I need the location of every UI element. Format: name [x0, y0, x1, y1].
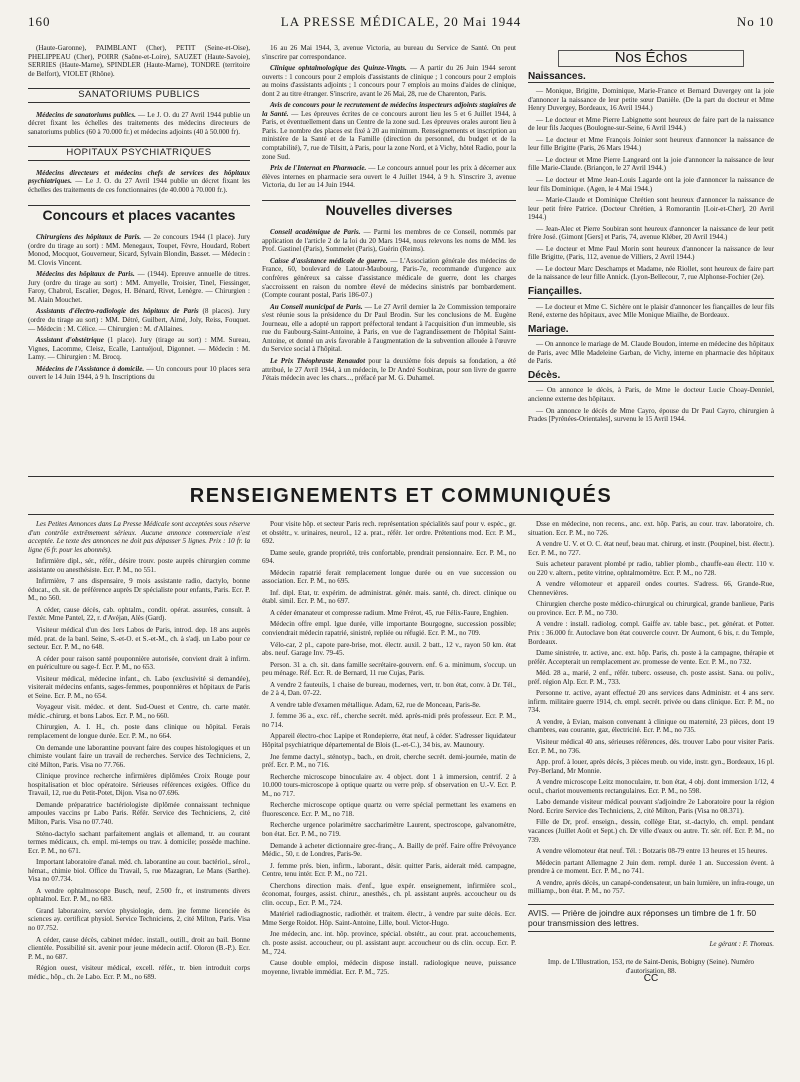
classified-ad: A vendre vélomoteur état neuf. Tél. : Botzaris 08-79 entre 13 heures et 15 heures.	[536, 847, 768, 856]
nouvelles-item-lead: Le Prix Théophraste Renaudot	[270, 356, 366, 365]
classified-ad: Dame sinistrée, tr. active, anc. ext. hôp. Paris, ch. poste à la campagne, thérapie et préfér. Accepterait un remplacement av. promesse de vente. Ecr. P. M., no 732.	[528, 649, 774, 666]
naissance-item: — Le docteur et Mme Paul Morin sont heureux d'annoncer la naissance de leur fille Brigitte, (Paris, 112, avenue de Villiers, 2 Avril 1944.)	[528, 244, 774, 262]
ads-list-1	[28, 557, 250, 981]
classified-ad: A céder, cause décès, cabinet médec. install., outill., droit au bail. Bonne clientèle. Possibilité sit. avenir pour jeune médecin actif. Oloron (B.-P.). Ecr. P. M., no 687.	[28, 935, 250, 961]
running-header	[28, 14, 774, 36]
nos-echos-heading: Nos Échos	[558, 50, 744, 67]
nouvelles-item	[262, 357, 516, 383]
column-1	[28, 44, 250, 472]
publication-title: LA PRESSE MÉDICALE, 20 Mai 1944	[280, 14, 522, 29]
concours-list	[28, 233, 250, 382]
fiancailles-list	[528, 303, 774, 320]
ads-intro: Les Petites Annonces dans La Presse Médicale sont acceptées sous réserve d'un contrôle extrêmement sérieux. Aucune annonce commerciale n'est acceptée. Le texte des annonces ne doit pas dépasser 5 lignes. Prix : 10 fr. la ligne (6 fr. pour les abonnés).	[28, 520, 250, 554]
classified-ads	[28, 520, 774, 1068]
classified-ad: Recherche urgence polarimètre saccharimètre Laurent, spectroscope, galvanomètre, bon état. Ecr. P. M., no 719.	[262, 821, 516, 838]
concours-item-lead: Médecins des hôpitaux de Paris.	[36, 270, 135, 279]
classified-ad: Méd. 28 a., marié, 2 enf., référ. tuberc. osseuse, ch. poste assist. Sana. ou poliv., préf. région Alp. Ecr. P. M., 733.	[528, 669, 774, 686]
concours-item-lead: Assistants d'électro-radiologie des hôpitaux de Paris	[36, 307, 199, 316]
avis-notice: AVIS. — Prière de joindre aux réponses un timbre de 1 fr. 50 pour transmission des lettres.	[528, 904, 774, 932]
classified-ad: A céder émanateur et compresse radium. Mme Frérot, 45, rue Félix-Faure, Enghien.	[270, 608, 509, 617]
issue-number: No 10	[736, 14, 774, 29]
nouvelles-item-lead: Caisse d'assistance médicale de guerre.	[270, 256, 388, 265]
nouvelles-item-text: — Parmi les membres de ce Conseil, nommés par application de l'article 2 de la loi du 20 Mars 1944, nous relevons les noms de MM. les Prof. Gastinel (Paris), Sommelet (Paris), Guérin (Reims).	[262, 228, 516, 254]
nouvelles-item-lead: Au Conseil municipal de Paris.	[270, 302, 363, 311]
classified-ad: Person. 31 a. ch. sit. dans famille secrétaire-gouvern. enf. 6 a. minimum, s'occup. un peu ménage. Réf. Ecr. R. de Bernard, 11 rue Cujas, Paris.	[262, 660, 516, 678]
gerant-line: Le gérant : F. Thomas.	[709, 939, 774, 948]
concours-item-text: (1 place). Jury (tirage au sort) : MM. Sureau, Vignes, Lacomme, Cleisz, Ecalle, Lantuéjoul, Digonnet. — Médecin : M. Lamy. — Chirurgien : M. Brocq.	[28, 336, 250, 362]
classified-ad: Dame seule, grande propriété, très confortable, prendrait pensionnaire. Ecr. P. M., no 694.	[262, 548, 516, 566]
classified-ad: Cherchons direction mais. d'enf., lgue expér. enseignement, infirmière scol., économat, fourges, assist. chirur., anesthés., ch. pl. assistant auprès. accoucheur ou ds clin. occup., Ecr. P. M., 724.	[262, 881, 516, 907]
sanatoriums-lead: Médecins de sanatoriums publics.	[36, 110, 136, 119]
classified-ad: Médecin offre empl. lgue durée, ville importante Bourgogne, succession possible; conviendrait médecin rapatrié, sinistré, repliée ou réfugié. Ecr. P. M., no 709.	[262, 620, 516, 638]
sanatoriums-heading: SANATORIUMS PUBLICS	[28, 88, 250, 103]
classified-ad: Clinique province recherche infirmières diplômées Croix Rouge pour hospitalisation et bloc opératoire. Sérieuses références exigées. Office du Travail, 12, rue du Petit-Potet, Dijon. Visa no 07.696.	[28, 772, 250, 798]
nouvelles-item	[262, 228, 516, 254]
concours-item-text: — A partir du 26 Juin 1944 seront ouverts : 1 concours pour 2 emplois d'assistants de clinique ; 1 concours pour 2 emplois au moins d'assistants adjoints ; 1 concours pour 7 emplois au moins d'aides de clinique, dont 2 au titre étranger. S'inscrire, avant le 26 Mai, 28, rue de Charenton, Paris.	[262, 64, 516, 98]
concours-item-lead: Assistant d'obstétrique	[36, 336, 104, 345]
fiancailles-item: — Le docteur et Mme C. Sichère ont le plaisir d'annoncer les fiançailles de leur fils René, externe des hôpitaux, avec Mlle Monique Miailhe, de Bordeaux.	[528, 302, 774, 320]
deces-item: — On annonce le décès de Mme Cayro, épouse du Dr Paul Cayro, chirurgien à Prades [Pyrénées-Orientales], survenu le 15 Avril 1944.	[528, 406, 774, 424]
classified-ad: Visiteur médical 40 ans, sérieuses références, dés. trouver Labo pour visiter Paris. Ecr. P. M., no 736.	[528, 738, 774, 755]
classified-ad: A vendre, après décès, un canapé-condensateur, un bain lumière, un infra-rouge, un milliamp., bon état. P. M., no 757.	[528, 878, 774, 896]
concours-item-text: — Les épreuves écrites de ce concours auront lieu les 5 et 6 Juillet 1944, à Paris, et éventuellement dans un Centre de la zone sud. Les épreuves orales auront lieu à Paris. Le nombre des places est fixé à 20 au minimum. Renseignements et inscription au ministère de la Santé et de la Famille (direction du personnel, du budget et de la comptabilité), 7, rue de Tilsitt, à Paris, pour la zone Nord, et à Vichy, hôtel Radio, pour la zone Sud.	[262, 109, 516, 161]
naissance-item: — Le docteur Marc Deschamps et Madame, née Riollet, sont heureux de faire part de la naissance de leur fille Annick. (Lyon-Bellecour, 7, rue Alphonse-Fochier (2e).	[528, 264, 774, 282]
page-number: 160	[28, 14, 51, 29]
classified-ad: A vendre 2 fauteuils, 1 chaise de bureau, modernes, vert, tr. bon état, conv. à Dr. Tél., de 2 à 4, Dan. 07-22.	[262, 680, 516, 698]
classified-ad: Médecin partant Allemagne 2 Juin dem. rempl. durée 1 an. Succession évent. à prendre à ce moment. Ecr. P. M., no 741.	[528, 858, 774, 876]
classified-ad: J. femme prés. bien, infirm., laborant., désir. quitter Paris, aiderait méd. campagne, Centre, tenu intér. Ecr. P. M., no 721.	[262, 861, 516, 879]
concours-item	[262, 164, 516, 190]
naissance-item: — Jean-Alec et Pierre Soubiran sont heureux d'annoncer la naissance de leur petit frère José. (Gimont [Gers] et Paris, 74, avenue Kléber, 20 Avril 1944.)	[528, 224, 774, 242]
ads-column-3	[528, 520, 774, 1068]
classified-ad: J. femme 36 a., exc. réf., cherche secrét. méd. après-midi prés professeur. Ecr. P. M., no 714.	[262, 712, 516, 729]
classified-ad: Visiteur médical, médecine infant., ch. Labo (exclusivité si demandée), visiterait médecins enfants, sages-femmes, pouponnières et hôpitaux de Paris et Seine. Ecr. P. M., no 654.	[28, 674, 250, 700]
classified-ad: Dsse en médecine, non recens., anc. ext. hôp. Paris, au cour. trav. laboratoire, ch. situation. Ecr. P. M., no 726.	[528, 520, 774, 537]
classified-ad: Appareil électro-choc Lapipe et Rondepierre, état neuf, à céder. S'adresser liquidateur Hôpital psychiatrique départemental de Blois (L.-et-C.), 34 bis, av. Maunoury.	[262, 732, 516, 750]
mariage-heading: Mariage.	[528, 326, 774, 337]
classified-ad: Chirurgien cherche poste médico-chirurgical ou chirurgical, grande banlieue, Paris ou province. Ecr. P. M., no 730.	[528, 600, 774, 617]
concours-item-lead: Clinique ophtalmologique des Quinze-Vingts.	[270, 64, 407, 73]
naissances-heading: Naissances.	[528, 73, 774, 84]
naissance-item: — Le docteur et Mme Pierre Labignette sont heureux de faire part de la naissance de leur fils Jacques (Boulogne-sur-Seine, 6 Avril 1944.)	[528, 115, 774, 133]
classified-ad: Pour visite hôp. et secteur Paris rech. représentation spécialités sauf pour v. espéc., gr. et obstétr., v. urinaires, neurol., 12 a. prat., référ. 1er ordre. Prétentions mod. Ecr. P. M., 692.	[262, 520, 516, 546]
classified-ad: Recherche microscope binoculaire av. 4 object. dont 1 à immersion, centrif. 2 à 10.000 tours-microscope à optique quartz ou verre prép. sf observation en U.-V. Ecr. P. M., no 717.	[262, 772, 516, 798]
naissances-list	[528, 87, 774, 282]
nouvelles-item-lead: Conseil académique de Paris.	[270, 228, 361, 237]
concours-item-text: (8 places). Jury (ordre du tirage au sort) : MM. Détré, Guilbert, Aimé, Joly, Reiss, Fouquet. — Médecin : M. Célice. — Chirurgien : M. d'Allaines.	[28, 307, 250, 333]
classified-ad: Visiteur médical d'un des 1ers Labos de Paris, introd. dep. 18 ans auprès méd. prat. de la banl. Seine, S.-et-O. et S.-et-M., ch. à s'adj. un Labo pour ce secteur. Ecr. P. M., no 648.	[28, 626, 250, 652]
concours-item-text: — Un concours pour 10 places sera ouvert le 14 Juin 1944, à 9 h. Inscriptions du	[28, 364, 250, 382]
col1-intro: (Haute-Garonne), PAIMBLANT (Cher), PETIT (Seine-et-Oise), PHELIPPEAU (Cher), POIRR (Saône-et-Loire), SAUZET (Haute-Savoie), SERRIES (Haute-Marne), SPINDLER (Haute-Marne), TONDRE (territoire de Belfort), VIOLET (Rhône).	[28, 44, 250, 78]
classified-ad: Cause double emploi, médecin dispose install. radiologique neuve, puissance moyenne, livrable immédiat. Ecr. P. M., 725.	[262, 959, 516, 976]
col2-intro: 16 au 26 Mai 1944, 3, avenue Victoria, au bureau du Service de Santé. On peut s'inscrire par correspondance.	[262, 44, 516, 61]
classified-ad: A vendre ophtalmoscope Busch, neuf, 2.500 fr., et instruments divers ophtalmol. Ecr. P. M., no 683.	[28, 886, 250, 904]
classified-ad: A vendre microscope Leitz monoculaire, tr. bon état, 4 obj. dont immersion 1/12, 4 ocul., chariot mouvements rectangulaires. Ecr. P. M., no 598.	[528, 778, 774, 795]
classified-ad: A céder, cause décès, cab. ophtalm., condit. opérat. assurées, consult. à l'extér. Mme Pantel, 22, r. d'Avéjan, Alès (Gard).	[28, 605, 250, 623]
nouvelles-item-text: pour la deuxième fois depuis sa fondation, a été attribué, le 27 Avril 1944, à un médecin, le Dr André Soubiran, pour son livre de guerre J'étais médecin avec les chars..., préfacé par M. G. Duhamel.	[262, 356, 516, 383]
concours-item	[28, 336, 250, 362]
concours-item-text: — Le concours annuel pour les prix à décerner aux élèves internes en pharmacie sera ouvert le 4 Juillet 1944, à 9 h. S'inscrire 3, avenue Victoria, du 1er au 14 Juin 1944.	[262, 164, 516, 190]
column-2	[262, 44, 516, 472]
classified-ad: Inf. dipl. Etat, tr. expérim. de administrat. génér. mais. santé, ch. direct. clinique ou établ. simil. Ecr. P. M., no 697.	[262, 588, 516, 606]
classified-ad: Voyageur visit. médec. et dent. Sud-Ouest et Centre, ch. carte matér. médic.-chirurg. et bons Labos. Ecr. P. M., no 660.	[28, 703, 250, 720]
nouvelles-heading: Nouvelles diverses	[262, 200, 516, 220]
ads-column-1	[28, 520, 250, 1068]
classified-ad: A vendre vélomoteur et appareil ondes courtes. S'adress. 66, Grande-Rue, Chennevières.	[528, 580, 774, 597]
renseignements-banner: RENSEIGNEMENTS ET COMMUNIQUÉS	[189, 485, 613, 507]
divider-top	[28, 476, 774, 477]
classified-ad: On demande une laborantine pouvant faire des coupes histologiques et un chimiste voulant faire un travail de recherches. Service des Techniciens, 2, cité Milton, Paris. Visa no 77.766.	[28, 743, 250, 769]
classified-ad: Infirmière, 7 ans dispensaire, 9 mois assistante radio, dactylo, bonne éducat., ch. sit. de préférence auprès Dr spécialiste pour enfants, Paris. Ecr. P. M., no 560.	[28, 577, 250, 603]
hopitaux-text: — Le J. O. du 27 Avril 1944 publie un décret fixant les échelles des traitements de ces fonctionnaires (de 40.000 à 70.000 fr.).	[28, 177, 250, 195]
fiancailles-heading: Fiançailles.	[528, 288, 774, 299]
concours-item	[28, 270, 250, 304]
classified-ad: Matériel radiodiagnostic, radiothér. et traitem. électr., à vendre par suite décès. Ecr. Mme Serge Roidot. Hôp. Saint-Antoine, Lille, boul. Victor-Hugo.	[262, 910, 516, 927]
mariage-item: — On annonce le mariage de M. Claude Boudon, interne en médecine des hôpitaux de Paris, avec Mlle Madeleine Garban, de Vichy, interne en pharmacie des hôpitaux de Paris.	[528, 340, 774, 366]
hopitaux-heading: HOPITAUX PSYCHIATRIQUES	[28, 146, 250, 161]
concours-list-continued	[262, 64, 516, 190]
nouvelles-item-text: — Le 27 Avril dernier la 2e Commission temporaire s'est réunie sous la présidence du Dr Paul Brodin. Sur les conclusions de M. Eugène Journeau, elle a adopté un rapport préfectoral tendant à l'acquisition d'un immeuble, sis rue du Faubourg-Saint-Antoine, à Paris, en vue de l'agrandissement de l'hôpital Saint-Antoine, et donné un avis favorable à l'augmentation de la subvention allouée à l'œuvre du Service social à l'hôpital.	[262, 302, 516, 354]
hopitaux-lead: Médecins directeurs et médecins chefs de services des hôpitaux psychiatriques.	[28, 168, 250, 186]
classified-ad: Jne médecin, anc. int. hôp. province, spécial. obstétr., au cour. prat. accouchements, ch. poste assist. accoucheur, ou pl. assistant aupr. accoucheur ou ds clin. occup. Ecr. P. M., 724.	[262, 930, 516, 956]
classified-ad: A vendre : install. radiolog. compl. Gaiffe av. table basc., pet. générat. et Potter. Prix : 36.000 fr. Autoclave bon état couvercle couvr. Dr Aumont, 6 bis, r. du Temple, Bordeaux.	[528, 620, 774, 646]
classified-ad: Grand laboratoire, service physiologie, dem. jne femme licenciée ès sciences ay. certificat physiol. Service Techniciens, 2, cité Milton, Paris. Visa no 07.752.	[28, 906, 250, 932]
nouvelles-list	[262, 228, 516, 382]
concours-item-lead: Médecins de l'Assistance à domicile.	[36, 364, 145, 373]
concours-item	[262, 101, 516, 161]
classified-ad: A céder pour raison santé pouponnière autorisée, convient drait à infirm. en puériculture ou sage-f. Ecr. P. M., no 653.	[28, 654, 250, 672]
cc-mark: CC	[643, 973, 659, 985]
classified-ad: Sténo-dactylo sachant parfaitement anglais et allemand, tr. au courant termes médicaux, ch. empl. mi-temps ou trav. à domicile; possède machine. Ecr. P. M., no 671.	[28, 829, 250, 855]
deces-heading: Décès.	[528, 372, 774, 383]
classified-ad: Demande préparatrice bactériologiste diplômée connaissant technique ampoules vaccins pr Labo Paris. Référ. Service des Techniciens, 2, cité Milton, Paris. Visa no 07.740.	[28, 800, 250, 826]
concours-item-text: — (1944). Epreuve annuelle de titres. Jury (ordre du tirage au sort) : MM. Amyelle, Troisier, Tinel, Fiessinger, Faroy, Chabrol, Escalier, Degos, H. Bénard, Rivet, Lenègre. — Chirurgien : M. Alain Mouchet.	[28, 270, 250, 304]
naissance-item: — Le docteur et Mme Pierre Langeard ont la joie d'annoncer la naissance de leur fille Marie-Claude. (Briançon, le 27 Avril 1944.)	[528, 155, 774, 173]
deces-list	[528, 386, 774, 423]
classified-ad: A vendre table d'examen métallique. Adam, 62, rue de Monceau, Paris-8e.	[270, 700, 481, 709]
classified-ad: Important laboratoire d'anal. méd. ch. laborantine au cour. bactériol., sérol., hémat., chimie biol. Office du Travail, 5, rue Mazagran, Le Mans (Sarthe). Visa no 07.734.	[28, 858, 250, 884]
concours-heading: Concours et places vacantes	[28, 205, 250, 225]
classified-ad: Recherche microscope optique quartz ou verre spécial permettant les examens en fluorescence. Ecr. P. M., no 718.	[262, 801, 516, 818]
classified-ad: Demande à acheter dictionnaire grec-franç., A. Bailly de préf. Faire offre Prévoyance Médic., 50, r. de Londres, Paris-9e.	[262, 841, 516, 859]
classified-ad: Personne tr. active, ayant effectué 20 ans services dans Administr. et 4 ans serv. infirm. militaire guerre 1914, ch. empl. secrét. privée ou dans clinique. Ecr. P. M., no 734.	[528, 689, 774, 715]
classified-ad: A vendre, à Evian, maison convenant à clinique ou maternité, 23 pièces, dont 19 chambres, eau courante, gaz, électricité. Ecr. P. M., no 735.	[528, 717, 774, 735]
classified-ad: Vélo-car, 2 pl., capote pare-brise, mot. électr. auxil. 2 batt., 12 v., rayon 50 km. état abs. neuf. Garage Inv. 79-45.	[262, 640, 516, 658]
hopitaux-paragraph	[28, 169, 250, 195]
ads-column-2	[262, 520, 516, 1068]
classified-ad: Région ouest, visiteur médical, excell. référ., tr. bien introduit corps médic., hôp., ch. 2e Labo. Ecr. P. M., no 689.	[28, 964, 250, 981]
mariage-list	[528, 340, 774, 366]
concours-item-text: — 2e concours 1944 (1 place). Jury (ordre du tirage au sort) : MM. Menegaux, Toupet, Fèvre, Houdard, Robert Monod, Mocquot, Gouverneur, Sicard, Sylvain Blondin, Basset. — Médecin : M. Clovis Vincent.	[28, 233, 250, 267]
top-columns	[28, 44, 774, 472]
sanatoriums-text: — Le J. O. du 27 Avril 1944 publie un décret fixant les échelles des traitements des médecins directeurs de sanatoriums publics (60 à 70.000 fr.) et médecins adjoints (40 à 50.000 fr).	[28, 110, 250, 136]
nouvelles-item	[262, 257, 516, 300]
divider-bottom	[28, 514, 774, 515]
nouvelles-item-text: — L'Association générale des médecins de France, 60, boulevard de Latour-Maubourg, Paris-7e, recommande d'urgence aux confrères généreux sa caisse d'assistance médicale de guerre, dont les charges s'accroissent en raison du nombre élevé de médecins sinistrés par bombardement. (Compte courant postal, Paris 186-07.)	[262, 256, 516, 300]
classified-ad: App. prof. à louer, après décès, 3 pièces meub. ou vide, instr. gyn., Bordeaux, 16 pl. Pey-Berland, Mr Monnie.	[528, 758, 774, 775]
concours-item	[28, 365, 250, 382]
concours-item-lead: Prix de l'Internat en Pharmacie.	[270, 164, 367, 173]
classified-ad: Suis acheteur paravent plombé pr radio, tablier plomb., chauffe-eau électr. 110 v. ou 220 v. altern., petite vitrine, ophtalmomètre. Ecr. P. M., no 728.	[528, 560, 774, 577]
deces-item: — On annonce le décès, à Paris, de Mme le docteur Lucie Choay-Denniel, ancienne externe des hôpitaux.	[528, 386, 774, 403]
classified-ad: Jne femme dactyl., sténotyp., bach., en droit, cherche secrét. demi-journée, matin de préf. Ecr. P. M., no 716.	[262, 752, 516, 770]
imprint-line: Imp. de L'Illustration, 153, rte de Saint-Denis, Bobigny (Seine). Numéro d'autorisation, 88.	[547, 958, 755, 975]
ads-list-2	[262, 520, 516, 976]
concours-item-lead: Avis de concours pour le recrutement de médecins inspecteurs adjoints stagiaires de la Santé.	[262, 101, 516, 118]
naissance-item: — Le docteur et Mme Jean-Louis Lagarde ont la joie d'annoncer la naissance de leur fils Dominique. (Agen, le 4 Mai 1944.)	[528, 176, 774, 193]
ads-list-3	[528, 520, 774, 896]
concours-item	[28, 307, 250, 333]
nouvelles-item	[262, 303, 516, 354]
sanatoriums-paragraph	[28, 111, 250, 137]
concours-item-lead: Chirurgiens des hôpitaux de Paris.	[36, 233, 142, 242]
classified-ad: Médecin rapatrié ferait remplacement longue durée ou en vue succession ou association. Ecr. P. M., no 695.	[262, 568, 516, 586]
naissance-item: — Monique, Brigitte, Dominique, Marie-France et Bernard Duvergey ont la joie d'annoncer la naissance de leur petite sœur Danièle. (De la part du docteur et Mme Henry Duvergey, Bordeaux, 16 Avril 1944.)	[528, 87, 774, 113]
classified-ad: Chirurgien, A. I. H., ch. poste dans clinique ou hôpital. Ferais remplacement de longue durée. Ecr. P. M., no 664.	[28, 723, 250, 741]
column-3	[528, 44, 774, 472]
concours-item	[28, 233, 250, 267]
naissance-item: — Marie-Claude et Dominique Chrétien sont heureux d'annoncer la naissance de leur petit frère Patrice. (Docteur Chrétien, à Romorantin [Loir-et-Cher], 20 Avril 1944.)	[528, 196, 774, 222]
concours-item	[262, 64, 516, 98]
classified-ad: Labo demande visiteur médical pouvant s'adjoindre 2e Laboratoire pour la région Nord. Ecrire Service des Techniciens, 2, cité Milton, Paris (Visa no 08.371).	[528, 798, 774, 815]
classified-ad: Fille de Dr, prof. enseign., dessin, collège Etat, st.-dactylo, ch. empl. pendant vacances (Juillet Août et Sept.) ch. Dr ville d'eaux ou autre. Tr. sér. réf. Ecr. P. M., no 739.	[528, 818, 774, 844]
classified-ad: Infirmière dipl., sér., référ., désire trouv. poste auprès chirurgien comme assistante ou anesthésiste. Ecr. P. M., no 551.	[28, 557, 250, 574]
naissance-item: — Le docteur et Mme François Joinier sont heureux d'annoncer la naissance de leur fille Brigitte (Paris, 26 Mars 1944.)	[528, 135, 774, 153]
classified-ad: A vendre U. V. et O. C. état neuf, beau mat. chirurg. et instr. (Poupinel, bist. électr.). Ecr. P. M., no 727.	[528, 540, 774, 557]
